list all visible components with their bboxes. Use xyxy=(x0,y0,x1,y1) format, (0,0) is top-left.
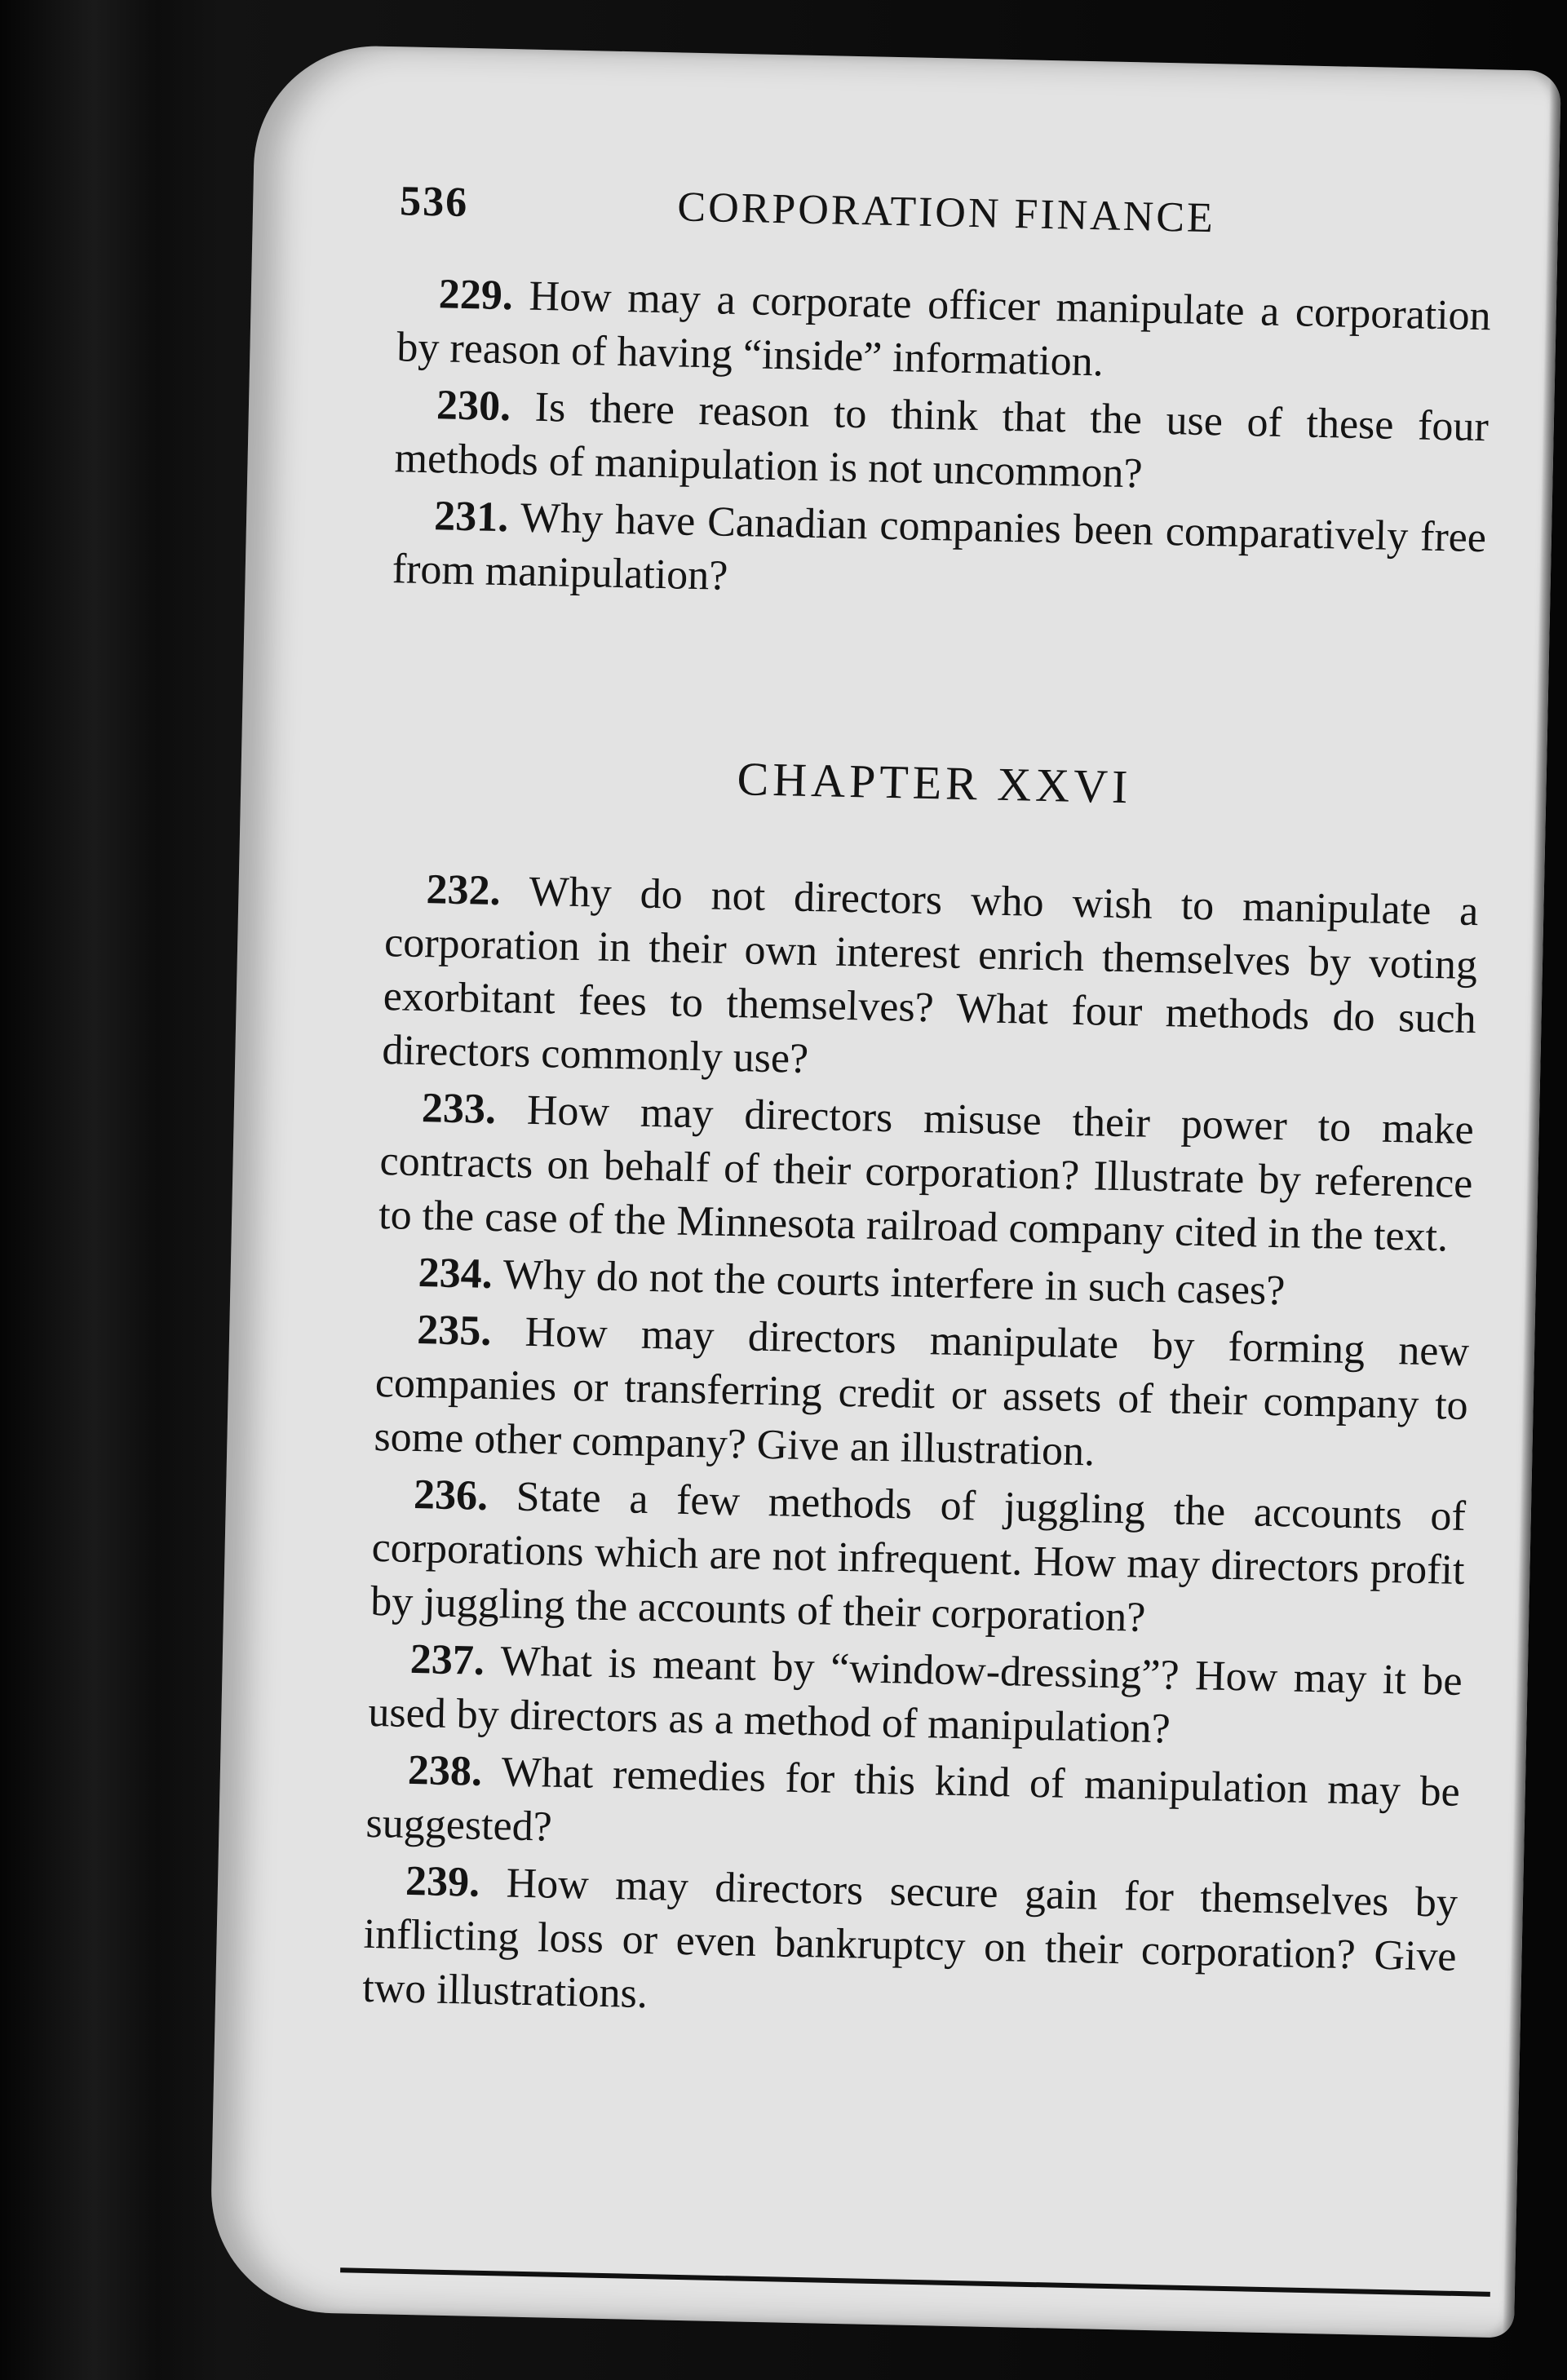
question-232 xyxy=(382,862,1479,1100)
question-text: How may directors manipulate by forming new companies or transferring credit or assets of their company to some other company? Give an illustration. xyxy=(373,1308,1470,1475)
question-number: 238 . xyxy=(407,1747,502,1795)
question-number: 230 . xyxy=(436,382,535,431)
question-231 xyxy=(392,489,1486,619)
question-text: Why do not directors who wish to manipulate a corporation in their own interest enrich themselves by voting exorbitant fees to themselves? What four methods do such directors commonly use? xyxy=(381,868,1479,1082)
question-text: How may a corporate officer manipulate a corporation by reason of having “inside” information. xyxy=(396,272,1492,386)
question-text: How may directors secure gain for themselves by inflicting loss or even bankruptcy on their corporation? Give two illustrations. xyxy=(361,1860,1459,2018)
question-text: State a few methods of juggling the accounts of corporations which are not infrequent. How may directors profit by juggling the accounts of their corporation? xyxy=(370,1473,1467,1641)
question-237 xyxy=(368,1632,1463,1763)
question-number: 234 . xyxy=(418,1250,503,1298)
question-text: Is there reason to think that the use of these four methods of manipulation is not uncommon? xyxy=(394,383,1490,498)
question-text: Why have Canadian companies been comparatively free from manipulation? xyxy=(392,494,1487,599)
question-number: 237 . xyxy=(409,1636,501,1684)
question-number: 235 . xyxy=(417,1307,525,1356)
question-number: 232 . xyxy=(426,866,529,915)
chapter-heading: CHAPTER XXVI xyxy=(736,752,1132,814)
question-text: How may directors misuse their power to make contracts on behalf of their corporation? Illustrate by reference to the case of the Minnesota railroad company cited in the text. xyxy=(378,1086,1475,1261)
question-number: 233 . xyxy=(421,1085,527,1134)
question-text: Why do not the courts interfere in such cases? xyxy=(502,1251,1286,1315)
running-title: CORPORATION FINANCE xyxy=(676,184,1216,242)
page-number: 536 xyxy=(399,178,469,227)
book-page xyxy=(209,44,1561,2338)
question-238 xyxy=(365,1743,1460,1873)
page-bottom-edge xyxy=(340,2267,1490,2297)
question-number: 236 . xyxy=(413,1471,516,1520)
question-236 xyxy=(370,1467,1467,1652)
questions-chapter-xxvi xyxy=(362,862,1479,2042)
question-text: What is meant by “window-dressing”? How may it be used by directors as a method of manipulation? xyxy=(367,1638,1463,1753)
question-text: What remedies for this kind of manipulation may be suggested? xyxy=(365,1749,1461,1851)
running-head xyxy=(399,177,1493,265)
question-229 xyxy=(396,267,1491,397)
question-233 xyxy=(378,1081,1475,1265)
question-230 xyxy=(394,378,1489,508)
question-239 xyxy=(362,1854,1459,2038)
question-number: 239 . xyxy=(405,1858,507,1907)
question-number: 231 . xyxy=(434,493,521,541)
question-235 xyxy=(374,1303,1470,1487)
questions-chapter-xxv xyxy=(392,267,1491,622)
question-number: 229 . xyxy=(438,271,529,319)
